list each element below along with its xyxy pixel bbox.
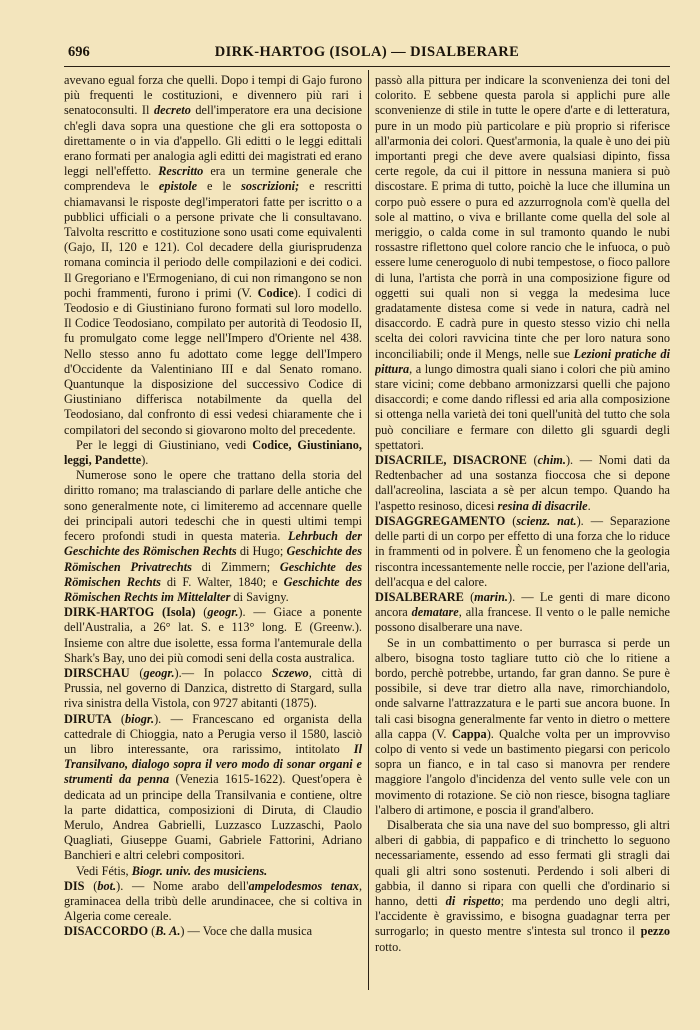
emphasis-run: DISACCORDO: [64, 924, 149, 939]
text-run: ). — Nomi dati da Redtenbacher ad una sostanza fioccosa che si depone dall'acreolina, lasciata a sè per alcun tempo. Quando ha l'aspetto resinoso, dicesi: [375, 453, 670, 513]
emphasis-run: soscrizioni;: [241, 179, 300, 194]
entry-dirk-hartog: [64, 605, 362, 666]
text-run: ) — Voce che dalla musica: [180, 924, 313, 939]
emphasis-run: chim.: [537, 453, 566, 468]
text-run: (Venezia 1615-1622). Quest'opera è dedicata ad un principe della Transilvania e contiene, oltre la parte didattica, composizioni di Diruta, di Claudio Merulo, Andrea Gabrielli, Luzzasco Luzzaschi, Paolo Quagliati, Giuseppe Guami, Gabriele Fattorini, Adriano Banchieri e altri celebri compositori.: [64, 772, 362, 863]
emphasis-run: Codice: [257, 285, 294, 300]
text-run: (: [84, 878, 98, 893]
text-run: , graminacea della tribù delle arundinacee, che si coltiva in Algeria come cereale.: [64, 878, 362, 924]
entry-disacrile: [375, 453, 670, 514]
emphasis-run: Lehrbuch der Geschichte des Römischen Rechts: [64, 529, 362, 559]
entry-disalberare: [375, 590, 670, 636]
emphasis-run: Codice, Giustiniano, leggi, Pandette: [64, 437, 362, 468]
emphasis-run: Geschichte des Römischen Rechts: [64, 559, 362, 589]
emphasis-run: dematare: [411, 605, 459, 620]
emphasis-run: Geschichte des Römischen Privatrechts: [64, 544, 362, 574]
emphasis-run: DIRK-HARTOG (Isola): [64, 605, 196, 620]
text-run: ). — Nome arabo dell': [116, 878, 249, 893]
emphasis-run: epistole: [158, 179, 198, 194]
text-run: ). — Le genti di mare dicono ancora: [375, 589, 670, 620]
entry-disaccordo: [64, 924, 362, 939]
emphasis-run: Sczewo: [271, 665, 309, 680]
emphasis-run: geogr.: [143, 665, 175, 680]
text-run: ).— In polacco: [174, 665, 272, 680]
emphasis-run: Il Transilvano, dialogo sopra il vero modo di sonar organi e strumenti da penna: [64, 741, 362, 787]
text-run: (: [195, 605, 208, 620]
entry-disaggregamento: [375, 514, 670, 590]
text-run: Numerose sono le opere che trattano della storia del diritto romano; ma tralasciando di parlare delle antiche che sono generalmente note, ci limiteremo ad accennare quelle dei principali autori tedeschi che in questi ultimi tempi fecero profondi studi in questa materia.: [64, 468, 362, 544]
text-run: e rescritti chiamavansi le risposte degl'imperatori fatte per iscritto o a pubblici ufficiali o a persone private che li consultavano. Talvolta rescritto e costituzione sono usati come equivalenti (Gajo, II, 120 e 121). Col decadere della giurisprudenza romana comincia il periodo delle compilazioni e dei codici. Il Gregoriano e l'Ermogeniano, di cui non rimangono se non pochi frammenti, furono i primi (V.: [64, 179, 362, 300]
paragraph-disalberare-combat: [375, 636, 670, 818]
text-run: , alla francese. Il vento o le palle nemiche possono disalberare una nave.: [375, 605, 670, 635]
paragraph-roman-law-continued: [64, 73, 362, 438]
text-run: ; ma perdendo uno degli altri, l'accidente è gravissimo, e bisogna guadagnar terra per surrogarlo; in questo mentre s'intesta sul tronco il: [375, 893, 670, 939]
text-run: avevano egual forza che quelli. Dopo i tempi di Gajo furono più frequenti le costituzioni, e divennero più rari i senatoconsulti. Il: [64, 73, 362, 118]
text-run: (: [111, 711, 126, 726]
emphasis-run: DIS: [64, 878, 85, 893]
emphasis-run: B. A.: [155, 924, 181, 939]
emphasis-run: pezzo: [640, 924, 670, 939]
text-run: Vedi Fétis,: [76, 863, 132, 878]
entry-dis: [64, 879, 362, 925]
text-run: dell'imperatore era una decisione ch'egli dava sopra una questione che gli era sottoposta o direttamente o in via d'appello. Gli editti o le leggi edittali erano formati per analogia agli editti dei magistrati ed erano leggi nell'effetto.: [64, 103, 362, 179]
text-run: ). — Separazione delle parti di un corpo per effetto di una forza che lo riduce in frammenti od in polvere. È un fenomeno che la geologia riscontra incessantemente nelle roccie, per l'azione dell'aria, dell'acqua e del calore.: [375, 513, 670, 589]
text-run: (: [505, 513, 517, 528]
emphasis-run: biogr.: [125, 711, 155, 726]
text-run: ). — Francescano ed organista della cattedrale di Chioggia, nato a Perugia verso il 1580, lasciò un libro interessante, ora rarissimo, intitolato: [64, 711, 362, 756]
emphasis-run: DIRUTA: [64, 711, 112, 726]
emphasis-run: DISACRILE, DISACRONE: [375, 453, 527, 468]
paragraph-disalberare-bowsprit: [375, 818, 670, 955]
text-run: e le: [197, 179, 242, 194]
right-column: [375, 73, 670, 996]
emphasis-run: Biogr. univ. des musiciens.: [131, 863, 268, 878]
text-run: ). Qualche volta per un improvviso colpo di vento si vede un bastimento piegarsi con pericolo sopra un fianco, e in tal caso si manovra per rendere maggiore l'angolo d'incidenza del vento sulle vele con un movimento di rotazione. Se ciò non riesce, bisogna tagliare l'albero di artimone, e poscia il grand'albero.: [375, 726, 670, 817]
paragraph-fetis-reference: [64, 864, 362, 879]
text-run: (: [129, 665, 144, 680]
page-header: [64, 40, 670, 67]
text-run: passò alla pittura per indicare la sconvenienza dei toni del colorito. E sebbene questa parola si applichi pure alle sconvenienze di stile in tutte le opere d'arte e di letteratura, pure in un modo più particolare e più proprio si riferisce all'armonia dei colori. Quest'armonia, la quale è uno dei più importanti pregi che deve avere qualsiasi dipinto, fissa certe regole, da cui il pittore in nessuna maniera si può discostare. E prima di tutto, poichè la luce che illumina un corpo può essere o pura ed azzurrognola com'è quella del sole al mattino, o viva e brillante come quella del sole al meriggio, o calda come in sul tramonto quando le nubi rossastre riflettono quel colore rancio che le infuoca, o può essere lume ceneroguolo di nubi tempestose, o fioco pallore di luna, l'artista che porrà in una composizione figure od oggetti sui quali non si vegga la medesima luce gradatamente distesa come si vede in natura, cadrà nel disaccordo. E cadrà pure in questo stesso vizio chi nella scelta dei colori ravvicina tinte che per loro natura sono inconciliabili; onde il Mengs, nelle sue: [375, 73, 670, 361]
text-run: di Zimmern;: [191, 559, 280, 574]
text-run: (: [148, 924, 156, 939]
emphasis-run: Cappa: [451, 726, 487, 741]
text-run: ). — Giace a ponente dell'Australia, a 26° lat. S. e 113° long. E (Greenw.). Insieme con altre due isolette, essa forma l'antemurale della Shark's Bay, uno dei più comodi seni della costa australica.: [64, 605, 362, 665]
emphasis-run: scienz. nat.: [516, 513, 577, 528]
paragraph-disaccordo-continued: [375, 73, 670, 453]
text-run: Se in un combattimento o per burrasca si perde un albero, bisogna tosto tagliare tutto ciò che lo ritiene a bordo, perchè potrebbe, urtando, far gran danno. Se pure è possibile, si deve trar dietro alla nave, rimorchiandolo, onde salvarne l'attrazzatura e le parti sue ancora buone. In tali casi bisogna generalmente far vento in dietro o mettere alla cappa (V.: [375, 635, 670, 741]
text-run: era un termine generale che comprendeva le: [64, 164, 362, 194]
emphasis-run: DISAGGREGAMENTO: [375, 513, 506, 528]
emphasis-run: Rescritto: [158, 164, 204, 179]
emphasis-run: Geschichte des Römischen Rechts im Mittelalter: [64, 574, 362, 604]
paragraph-justinian-laws: [64, 438, 362, 468]
emphasis-run: resina di disacrile: [497, 498, 588, 513]
left-column: [64, 73, 362, 996]
text-run: ).: [141, 453, 149, 468]
text-run: , città di Prussia, nel governo di Danzica, distretto di Stargard, sulla riva sinistra della Vistola, con 9727 abitanti (1875).: [64, 665, 362, 711]
text-run: di Hugo;: [236, 544, 287, 559]
emphasis-run: DISALBERARE: [375, 589, 464, 604]
emphasis-run: Lezioni pratiche di pittura: [375, 346, 670, 376]
text-run: (: [463, 589, 475, 604]
text-run: (: [526, 453, 538, 468]
entry-diruta: [64, 712, 362, 864]
text-run: di F. Walter, 1840; e: [160, 574, 284, 589]
running-title: DIRK-HARTOG (ISOLA) — DISALBERARE: [214, 44, 520, 60]
entry-dirschau: [64, 666, 362, 712]
column-divider: [368, 70, 369, 990]
emphasis-run: decreto: [153, 103, 191, 118]
text-run: Disalberata che sia una nave del suo bompresso, gli altri alberi di gabbia, di pappafico e di trinchetto lo seguono necessariamente, essendo ad esso fermati gli stragli dai quali gli altri sono sostenuti. Perdendo i soli alberi di gabbia, il danno si ripara con quelli che d'ordinario si hanno, detti: [375, 817, 670, 908]
page-number: 696: [68, 44, 90, 60]
text-run: .: [587, 498, 591, 513]
text-run: , a lungo dimostra quali siano i colori che più amino stare vicini; come debbano armonizzarsi quelli che pajono disaccordi; e come dando riflessi ed aria alla composizione si ottenga nella varietà dei toni quell'unità del tutto che sola può conciliare e fermare con diletto gli sguardi degli spettatori.: [375, 361, 670, 452]
emphasis-run: DIRSCHAU: [64, 665, 130, 680]
text-run: Per le leggi di Giustiniano, vedi: [76, 437, 253, 452]
text-run: di Savigny.: [230, 589, 289, 604]
text-run: rotto.: [375, 939, 402, 954]
emphasis-run: marin.: [474, 589, 509, 604]
emphasis-run: di rispetto: [445, 893, 501, 908]
text-run: ). I codici di Teodosio e di Giustiniano furono formati sul loro modello. Il Codice Teodosiano, compilato per autorità di Teodosio II, fu promulgato come legge nell'Impero d'Oriente nel 438. Nello stesso anno fu adottato come legge dell'Impero d'Occidente da Valentiniano III e dal Senato romano. Quantunque la disposizione del successivo Codice di Giustiniano differisca notabilmente da quella del Teodosiano, dal confronto di essi vedesi chiaramente che i compilatori del secondo si giovarono molto del precedente.: [64, 285, 362, 437]
emphasis-run: bot.: [97, 878, 117, 893]
emphasis-run: geogr.: [207, 605, 239, 620]
emphasis-run: ampelodesmos tenax: [248, 878, 359, 893]
paragraph-german-authors: [64, 468, 362, 605]
